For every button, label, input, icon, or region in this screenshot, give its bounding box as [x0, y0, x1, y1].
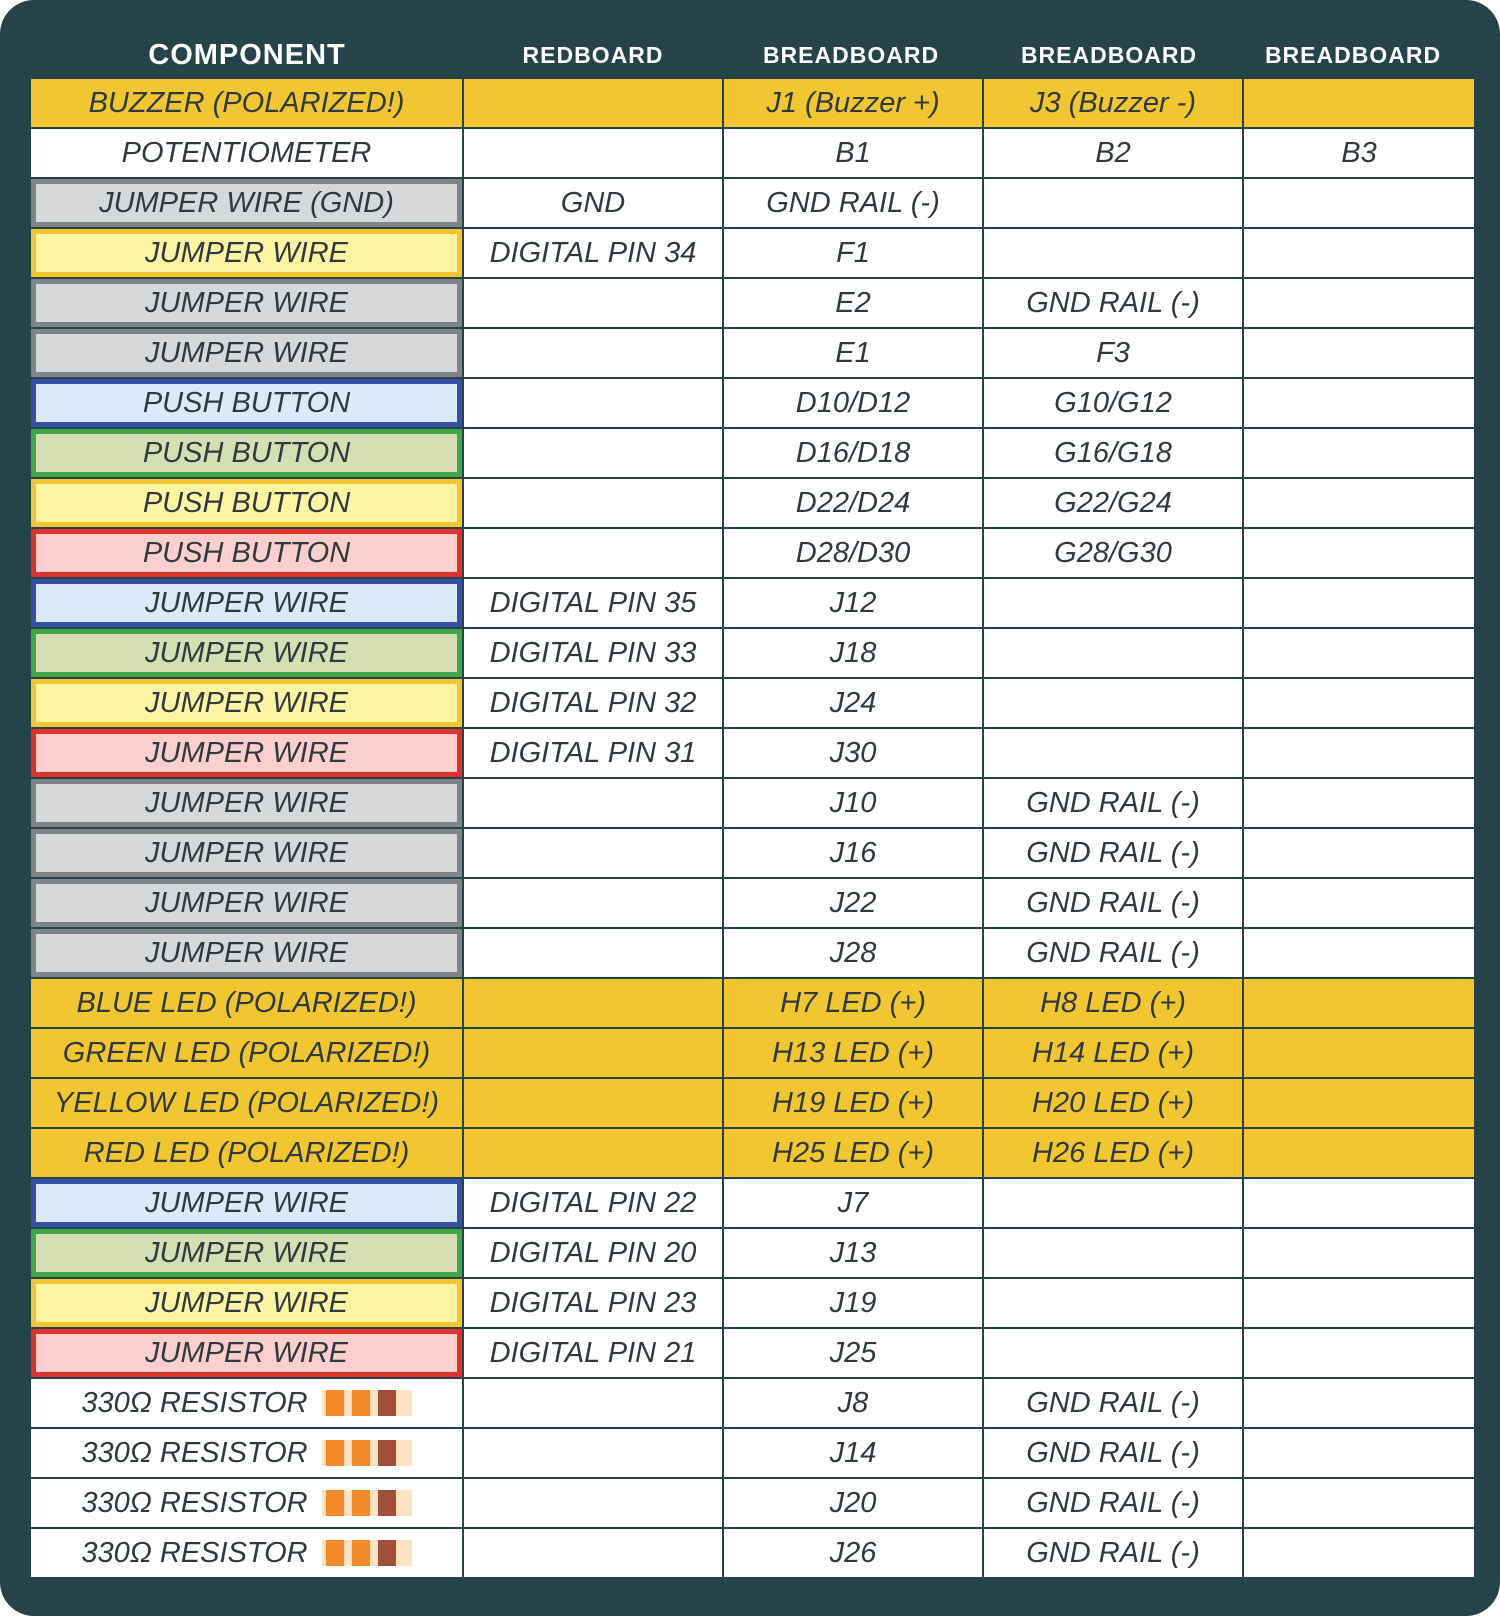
- resistor-band: [326, 1440, 344, 1466]
- resistor-band: [378, 1490, 396, 1516]
- breadboard-cell-1: J10: [724, 779, 982, 827]
- component-label: JUMPER WIRE: [145, 336, 348, 369]
- component-label: JUMPER WIRE: [145, 736, 348, 769]
- breadboard-cell-2: [984, 1179, 1242, 1227]
- resistor-icon: [322, 1390, 412, 1416]
- breadboard-cell-2: [984, 729, 1242, 777]
- breadboard-cell-3: [1244, 1279, 1474, 1327]
- component-cell: [31, 829, 462, 877]
- component-label: JUMPER WIRE: [145, 1186, 348, 1219]
- breadboard-cell-3: [1244, 429, 1474, 477]
- redboard-cell: DIGITAL PIN 21: [464, 1329, 722, 1377]
- breadboard-cell-1: J7: [724, 1179, 982, 1227]
- wiring-table: [31, 79, 1468, 1581]
- component-label: JUMPER WIRE: [145, 936, 348, 969]
- redboard-cell: DIGITAL PIN 20: [464, 1229, 722, 1277]
- breadboard-cell-1: E1: [724, 329, 982, 377]
- resistor-band: [326, 1490, 344, 1516]
- redboard-cell: [464, 529, 722, 577]
- breadboard-cell-1: D16/D18: [724, 429, 982, 477]
- component-cell: [31, 229, 462, 277]
- component-cell: [31, 129, 462, 177]
- breadboard-cell-1: H7 LED (+): [724, 979, 982, 1027]
- breadboard-cell-3: [1244, 679, 1474, 727]
- component-label: JUMPER WIRE: [145, 1336, 348, 1369]
- breadboard-cell-2: GND RAIL (-): [984, 1429, 1242, 1477]
- redboard-cell: [464, 429, 722, 477]
- component-cell: [31, 329, 462, 377]
- component-cell: [31, 779, 462, 827]
- component-label: JUMPER WIRE: [145, 886, 348, 919]
- header-breadboard-2: BREADBOARD: [1020, 41, 1198, 68]
- component-label: BUZZER (POLARIZED!): [88, 86, 405, 119]
- redboard-cell: [464, 1379, 722, 1427]
- breadboard-cell-2: [984, 229, 1242, 277]
- component-cell: [31, 679, 462, 727]
- redboard-cell: [464, 879, 722, 927]
- breadboard-cell-2: GND RAIL (-): [984, 929, 1242, 977]
- component-cell: [31, 729, 462, 777]
- redboard-cell: [464, 779, 722, 827]
- component-cell: [31, 879, 462, 927]
- redboard-cell: DIGITAL PIN 33: [464, 629, 722, 677]
- breadboard-cell-1: J26: [724, 1529, 982, 1577]
- redboard-cell: DIGITAL PIN 31: [464, 729, 722, 777]
- breadboard-cell-2: GND RAIL (-): [984, 1379, 1242, 1427]
- breadboard-cell-3: [1244, 1129, 1474, 1177]
- breadboard-cell-3: [1244, 979, 1474, 1027]
- breadboard-cell-1: F1: [724, 229, 982, 277]
- breadboard-cell-3: [1244, 279, 1474, 327]
- breadboard-cell-3: [1244, 1229, 1474, 1277]
- breadboard-cell-3: [1244, 379, 1474, 427]
- component-cell: [31, 429, 462, 477]
- component-label: JUMPER WIRE: [145, 836, 348, 869]
- component-label: JUMPER WIRE (GND): [99, 186, 394, 219]
- resistor-band: [378, 1390, 396, 1416]
- breadboard-cell-3: [1244, 1079, 1474, 1127]
- component-label: 330Ω RESISTOR: [81, 1386, 308, 1419]
- component-cell: [31, 929, 462, 977]
- header-redboard: REDBOARD: [522, 41, 664, 68]
- breadboard-cell-1: H19 LED (+): [724, 1079, 982, 1127]
- component-cell: [31, 279, 462, 327]
- breadboard-cell-1: J12: [724, 579, 982, 627]
- component-label: JUMPER WIRE: [145, 686, 348, 719]
- breadboard-cell-2: H26 LED (+): [984, 1129, 1242, 1177]
- component-cell: [31, 579, 462, 627]
- breadboard-cell-2: [984, 1229, 1242, 1277]
- header-breadboard-3: BREADBOARD: [1264, 41, 1442, 68]
- component-cell: [31, 529, 462, 577]
- component-label: PUSH BUTTON: [142, 386, 351, 419]
- component-cell: [31, 1329, 462, 1377]
- redboard-cell: [464, 979, 722, 1027]
- component-label: BLUE LED (POLARIZED!): [76, 986, 417, 1019]
- resistor-band: [352, 1490, 370, 1516]
- breadboard-cell-1: J19: [724, 1279, 982, 1327]
- breadboard-cell-3: [1244, 1429, 1474, 1477]
- component-label: JUMPER WIRE: [145, 1286, 348, 1319]
- breadboard-cell-1: J1 (Buzzer +): [724, 79, 982, 127]
- resistor-band: [378, 1440, 396, 1466]
- breadboard-cell-3: [1244, 1379, 1474, 1427]
- breadboard-cell-3: [1244, 629, 1474, 677]
- breadboard-cell-2: H14 LED (+): [984, 1029, 1242, 1077]
- breadboard-cell-1: J13: [724, 1229, 982, 1277]
- breadboard-cell-1: J28: [724, 929, 982, 977]
- redboard-cell: [464, 1029, 722, 1077]
- breadboard-cell-2: H20 LED (+): [984, 1079, 1242, 1127]
- breadboard-cell-1: J24: [724, 679, 982, 727]
- redboard-cell: [464, 479, 722, 527]
- breadboard-cell-1: J22: [724, 879, 982, 927]
- component-label: PUSH BUTTON: [142, 536, 351, 569]
- breadboard-cell-1: D28/D30: [724, 529, 982, 577]
- redboard-cell: [464, 1429, 722, 1477]
- component-cell: [31, 179, 462, 227]
- breadboard-cell-3: [1244, 179, 1474, 227]
- component-label: RED LED (POLARIZED!): [83, 1136, 410, 1169]
- breadboard-cell-1: H13 LED (+): [724, 1029, 982, 1077]
- component-cell: [31, 1279, 462, 1327]
- breadboard-cell-1: J18: [724, 629, 982, 677]
- breadboard-cell-3: [1244, 79, 1474, 127]
- component-cell: [31, 1029, 462, 1077]
- breadboard-cell-1: J30: [724, 729, 982, 777]
- component-cell: [31, 1079, 462, 1127]
- component-cell: [31, 1229, 462, 1277]
- component-label: 330Ω RESISTOR: [81, 1486, 308, 1519]
- breadboard-cell-2: [984, 629, 1242, 677]
- breadboard-cell-1: B1: [724, 129, 982, 177]
- component-cell: [31, 1429, 462, 1477]
- component-label: JUMPER WIRE: [145, 286, 348, 319]
- component-label: GREEN LED (POLARIZED!): [62, 1036, 431, 1069]
- breadboard-cell-2: B2: [984, 129, 1242, 177]
- breadboard-cell-2: G28/G30: [984, 529, 1242, 577]
- resistor-band: [378, 1540, 396, 1566]
- component-cell: [31, 1529, 462, 1577]
- breadboard-cell-3: [1244, 929, 1474, 977]
- component-cell: [31, 1129, 462, 1177]
- component-label: JUMPER WIRE: [145, 1236, 348, 1269]
- component-label: JUMPER WIRE: [145, 236, 348, 269]
- redboard-cell: DIGITAL PIN 32: [464, 679, 722, 727]
- breadboard-cell-1: D22/D24: [724, 479, 982, 527]
- breadboard-cell-1: J16: [724, 829, 982, 877]
- breadboard-cell-2: F3: [984, 329, 1242, 377]
- breadboard-cell-3: [1244, 329, 1474, 377]
- redboard-cell: [464, 129, 722, 177]
- component-cell: [31, 979, 462, 1027]
- component-cell: [31, 79, 462, 127]
- breadboard-cell-1: J20: [724, 1479, 982, 1527]
- breadboard-cell-2: GND RAIL (-): [984, 779, 1242, 827]
- breadboard-cell-1: H25 LED (+): [724, 1129, 982, 1177]
- resistor-icon: [322, 1490, 412, 1516]
- breadboard-cell-2: H8 LED (+): [984, 979, 1242, 1027]
- breadboard-cell-1: J14: [724, 1429, 982, 1477]
- component-cell: [31, 1379, 462, 1427]
- breadboard-cell-3: [1244, 229, 1474, 277]
- breadboard-cell-2: [984, 679, 1242, 727]
- breadboard-cell-3: [1244, 529, 1474, 577]
- breadboard-cell-3: [1244, 1029, 1474, 1077]
- resistor-band: [326, 1540, 344, 1566]
- breadboard-cell-3: [1244, 829, 1474, 877]
- redboard-cell: [464, 929, 722, 977]
- breadboard-cell-2: [984, 1279, 1242, 1327]
- component-label: PUSH BUTTON: [142, 436, 351, 469]
- breadboard-cell-1: J8: [724, 1379, 982, 1427]
- component-label: 330Ω RESISTOR: [81, 1436, 308, 1469]
- component-cell: [31, 379, 462, 427]
- resistor-band: [352, 1390, 370, 1416]
- redboard-cell: [464, 79, 722, 127]
- redboard-cell: [464, 829, 722, 877]
- component-label: 330Ω RESISTOR: [81, 1536, 308, 1569]
- breadboard-cell-3: [1244, 879, 1474, 927]
- component-label: JUMPER WIRE: [145, 586, 348, 619]
- component-cell: [31, 629, 462, 677]
- redboard-cell: [464, 279, 722, 327]
- breadboard-cell-2: [984, 579, 1242, 627]
- redboard-cell: [464, 1479, 722, 1527]
- breadboard-cell-3: [1244, 1179, 1474, 1227]
- breadboard-cell-3: B3: [1244, 129, 1474, 177]
- redboard-cell: [464, 329, 722, 377]
- header-breadboard-1: BREADBOARD: [762, 41, 940, 68]
- component-cell: [31, 479, 462, 527]
- breadboard-cell-3: [1244, 1529, 1474, 1577]
- breadboard-cell-3: [1244, 779, 1474, 827]
- component-cell: [31, 1479, 462, 1527]
- component-label: PUSH BUTTON: [142, 486, 351, 519]
- component-cell: [31, 1179, 462, 1227]
- redboard-cell: [464, 1529, 722, 1577]
- redboard-cell: DIGITAL PIN 22: [464, 1179, 722, 1227]
- header-component: COMPONENT: [148, 38, 346, 71]
- resistor-band: [352, 1540, 370, 1566]
- breadboard-cell-2: GND RAIL (-): [984, 279, 1242, 327]
- breadboard-cell-3: [1244, 1329, 1474, 1377]
- resistor-band: [352, 1440, 370, 1466]
- component-label: JUMPER WIRE: [145, 786, 348, 819]
- breadboard-cell-3: [1244, 579, 1474, 627]
- breadboard-cell-2: G10/G12: [984, 379, 1242, 427]
- breadboard-cell-1: J25: [724, 1329, 982, 1377]
- redboard-cell: DIGITAL PIN 23: [464, 1279, 722, 1327]
- breadboard-cell-3: [1244, 1479, 1474, 1527]
- breadboard-cell-1: D10/D12: [724, 379, 982, 427]
- redboard-cell: [464, 1079, 722, 1127]
- redboard-cell: GND: [464, 179, 722, 227]
- redboard-cell: [464, 1129, 722, 1177]
- component-label: YELLOW LED (POLARIZED!): [53, 1086, 440, 1119]
- breadboard-cell-2: J3 (Buzzer -): [984, 79, 1242, 127]
- breadboard-cell-2: GND RAIL (-): [984, 829, 1242, 877]
- breadboard-cell-2: [984, 179, 1242, 227]
- breadboard-cell-2: G16/G18: [984, 429, 1242, 477]
- breadboard-cell-2: GND RAIL (-): [984, 879, 1242, 927]
- breadboard-cell-2: GND RAIL (-): [984, 1529, 1242, 1577]
- breadboard-cell-1: GND RAIL (-): [724, 179, 982, 227]
- redboard-cell: [464, 379, 722, 427]
- breadboard-cell-3: [1244, 729, 1474, 777]
- breadboard-cell-3: [1244, 479, 1474, 527]
- component-label: POTENTIOMETER: [121, 136, 372, 169]
- breadboard-cell-2: GND RAIL (-): [984, 1479, 1242, 1527]
- redboard-cell: DIGITAL PIN 34: [464, 229, 722, 277]
- resistor-icon: [322, 1540, 412, 1566]
- redboard-cell: DIGITAL PIN 35: [464, 579, 722, 627]
- breadboard-cell-2: G22/G24: [984, 479, 1242, 527]
- breadboard-cell-2: [984, 1329, 1242, 1377]
- resistor-icon: [322, 1440, 412, 1466]
- breadboard-cell-1: E2: [724, 279, 982, 327]
- resistor-band: [326, 1390, 344, 1416]
- component-label: JUMPER WIRE: [145, 636, 348, 669]
